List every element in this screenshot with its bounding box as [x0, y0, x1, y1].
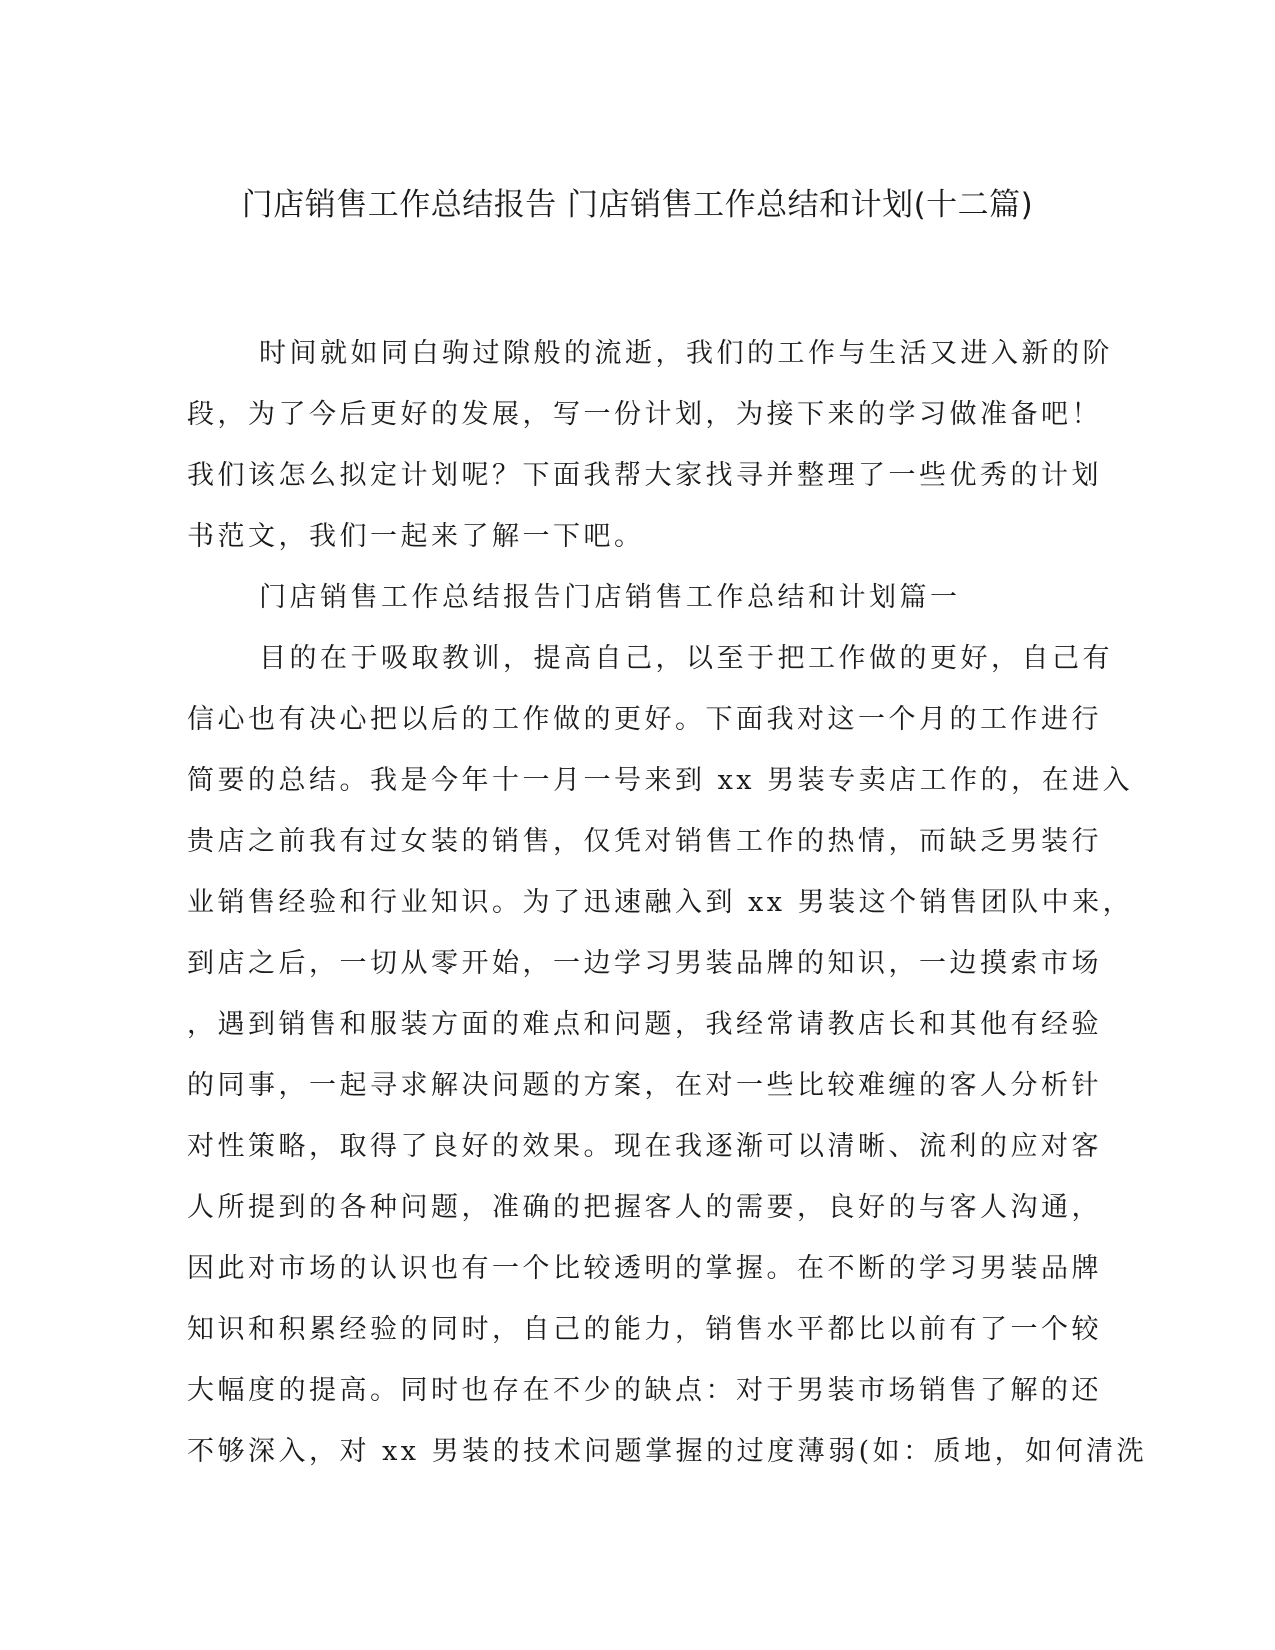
text-line: 不够深入，对 xx 男装的技术问题掌握的过度薄弱(如：质地，如何清洗	[187, 1436, 1148, 1467]
text-line: 我们该怎么拟定计划呢？下面我帮大家找寻并整理了一些优秀的计划	[187, 460, 1102, 491]
section-heading: 门店销售工作总结报告门店销售工作总结和计划篇一	[259, 582, 961, 613]
text-line: 对性策略，取得了良好的效果。现在我逐渐可以清晰、流利的应对客	[187, 1131, 1102, 1162]
text-line: 知识和积累经验的同时，自己的能力，销售水平都比以前有了一个较	[187, 1314, 1102, 1345]
text-line: 大幅度的提高。同时也存在不少的缺点：对于男装市场销售了解的还	[187, 1375, 1102, 1406]
text-line: 因此对市场的认识也有一个比较透明的掌握。在不断的学习男装品牌	[187, 1253, 1102, 1284]
text-line: 人所提到的各种问题，准确的把握客人的需要，良好的与客人沟通，	[187, 1192, 1102, 1223]
text-line: ，遇到销售和服装方面的难点和问题，我经常请教店长和其他有经验	[187, 1009, 1102, 1040]
text-line: 时间就如同白驹过隙般的流逝，我们的工作与生活又进入新的阶	[259, 338, 1113, 369]
text-line: 段，为了今后更好的发展，写一份计划，为接下来的学习做准备吧！	[187, 399, 1102, 430]
text-line: 书范文，我们一起来了解一下吧。	[187, 521, 645, 552]
text-line: 的同事，一起寻求解决问题的方案，在对一些比较难缠的客人分析针	[187, 1070, 1102, 1101]
text-line: 贵店之前我有过女装的销售，仅凭对销售工作的热情，而缺乏男装行	[187, 826, 1102, 857]
text-line: 简要的总结。我是今年十一月一号来到 xx 男装专卖店工作的，在进入	[187, 765, 1134, 796]
text-line: 到店之后，一切从零开始，一边学习男装品牌的知识，一边摸索市场	[187, 948, 1102, 979]
text-line: 业销售经验和行业知识。为了迅速融入到 xx 男装这个销售团队中来，	[187, 887, 1134, 918]
document-body	[187, 323, 1148, 1482]
document-title: 门店销售工作总结报告 门店销售工作总结和计划(十二篇)	[241, 187, 1034, 223]
text-line: 目的在于吸取教训，提高自己，以至于把工作做的更好，自己有	[259, 643, 1113, 674]
text-line: 信心也有决心把以后的工作做的更好。下面我对这一个月的工作进行	[187, 704, 1102, 735]
